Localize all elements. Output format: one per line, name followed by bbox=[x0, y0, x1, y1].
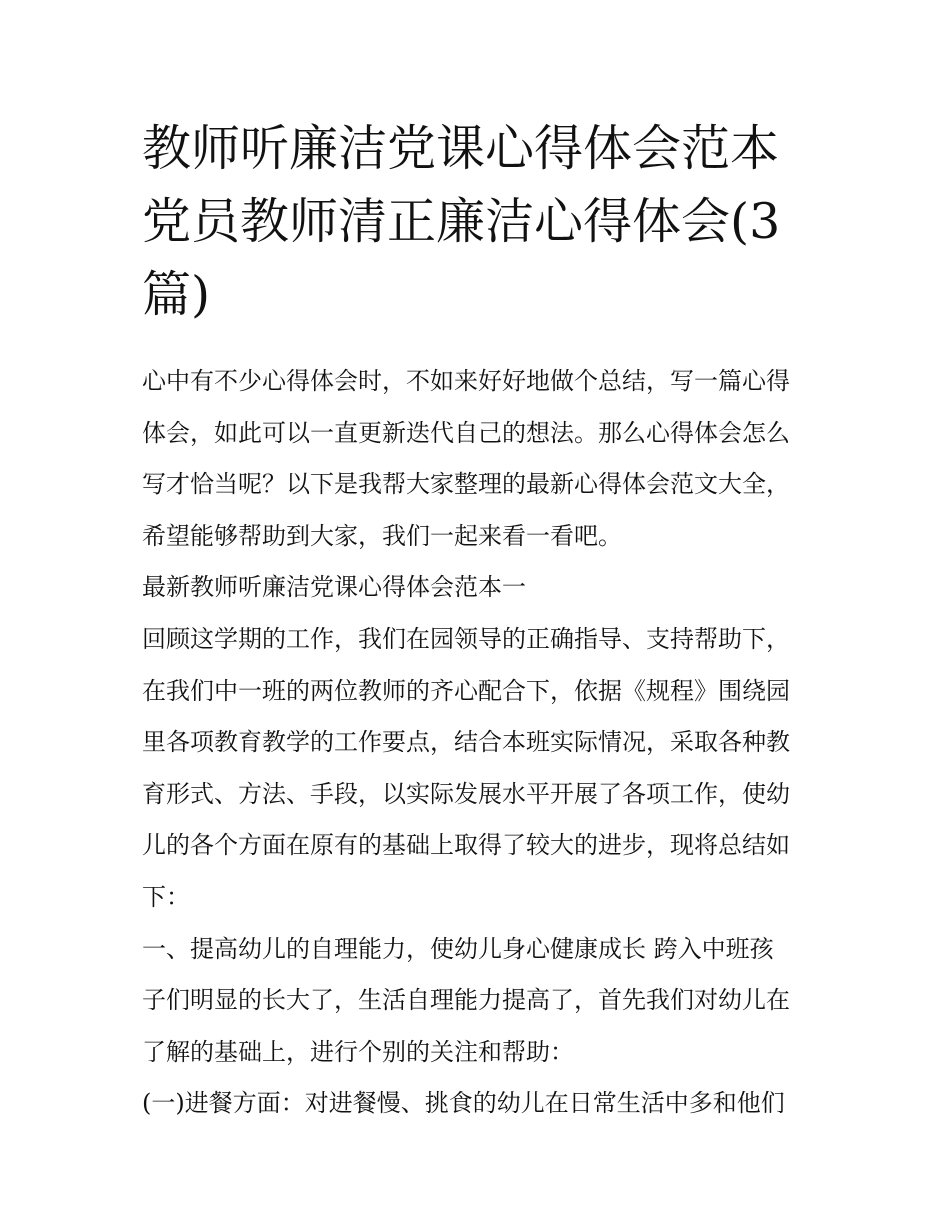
title-line-2: 党员教师清正廉洁心得体会(3 bbox=[142, 193, 781, 250]
body-line: 心中有不少心得体会时，不如来好好地做个总结，写一篇心得 bbox=[142, 367, 790, 395]
body-line: 一、提高幼儿的自理能力，使幼儿身心健康成长 跨入中班孩 bbox=[142, 934, 774, 963]
body-line: 回顾这学期的工作，我们在园领导的正确指导、支持帮助下， bbox=[142, 624, 790, 653]
body-line: 希望能够帮助到大家，我们一起来看一看吧。 bbox=[142, 521, 622, 550]
body-line: 体会，如此可以一直更新迭代自己的想法。那么心得体会怎么 bbox=[142, 418, 790, 447]
document-title bbox=[142, 112, 822, 331]
body-line: (一)进餐方面：对进餐慢、挑食的幼儿在日常生活中多和他们 bbox=[142, 1089, 785, 1118]
body-line: 育形式、方法、手段，以实际发展水平开展了各项工作，使幼 bbox=[142, 779, 790, 808]
body-line: 写才恰当呢？以下是我帮大家整理的最新心得体会范文大全， bbox=[142, 470, 790, 499]
document-body bbox=[142, 356, 822, 1130]
body-line: 子们明显的长大了，生活自理能力提高了，首先我们对幼儿在 bbox=[142, 986, 790, 1015]
title-line-1: 教师听廉洁党课心得体会范本 bbox=[142, 120, 780, 177]
document-page bbox=[142, 112, 822, 1130]
body-line: 了解的基础上，进行个别的关注和帮助： bbox=[142, 1037, 574, 1066]
body-line: 在我们中一班的两位教师的齐心配合下，依据《规程》围绕园 bbox=[142, 676, 790, 705]
body-line: 儿的各个方面在原有的基础上取得了较大的进步，现将总结如 bbox=[142, 831, 790, 860]
section-heading: 最新教师听廉洁党课心得体会范本一 bbox=[142, 573, 526, 602]
title-line-3: 篇) bbox=[142, 266, 211, 323]
body-line: 里各项教育教学的工作要点，结合本班实际情况，采取各种教 bbox=[142, 728, 790, 757]
body-line: 下： bbox=[142, 882, 190, 911]
